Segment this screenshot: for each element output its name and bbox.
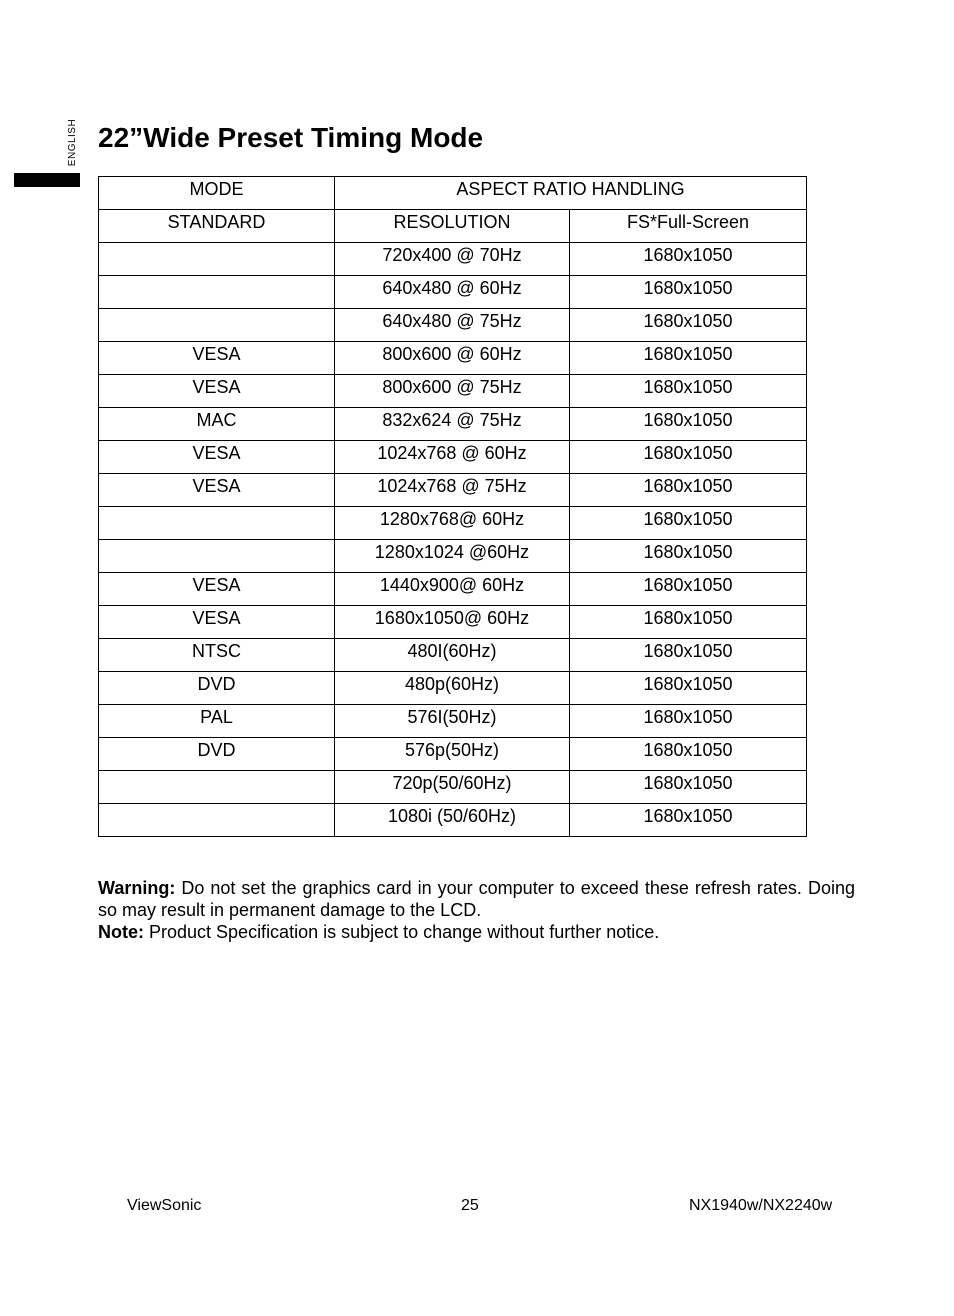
cell-resolution: 576p(50Hz) [335, 738, 570, 771]
table-row [99, 672, 807, 705]
cell-full-screen: 1680x1050 [570, 276, 807, 309]
cell-full-screen: 1680x1050 [570, 474, 807, 507]
cell-resolution: 720x400 @ 70Hz [335, 243, 570, 276]
cell-standard [99, 771, 335, 804]
cell-resolution: 1024x768 @ 75Hz [335, 474, 570, 507]
cell-standard [99, 540, 335, 573]
cell-full-screen: 1680x1050 [570, 342, 807, 375]
cell-standard: VESA [99, 342, 335, 375]
table-row [99, 309, 807, 342]
cell-standard: DVD [99, 738, 335, 771]
header-full-screen: FS*Full-Screen [570, 210, 807, 243]
table-header-row [99, 177, 807, 210]
cell-resolution: 1280x1024 @60Hz [335, 540, 570, 573]
cell-full-screen: 1680x1050 [570, 738, 807, 771]
table-row [99, 441, 807, 474]
header-aspect-ratio-handling: ASPECT RATIO HANDLING [335, 177, 807, 210]
cell-resolution: 480I(60Hz) [335, 639, 570, 672]
cell-resolution: 800x600 @ 60Hz [335, 342, 570, 375]
cell-resolution: 640x480 @ 60Hz [335, 276, 570, 309]
table-row [99, 540, 807, 573]
footer-brand: ViewSonic [127, 1197, 202, 1214]
header-mode: MODE [99, 177, 335, 210]
table-row [99, 606, 807, 639]
table-subheader-row [99, 210, 807, 243]
cell-full-screen: 1680x1050 [570, 540, 807, 573]
table-row [99, 342, 807, 375]
note-label: Note: [98, 922, 144, 942]
spec-note [98, 921, 855, 943]
table-row [99, 276, 807, 309]
cell-standard [99, 507, 335, 540]
cell-standard [99, 309, 335, 342]
language-tab [66, 112, 80, 172]
notes-section [98, 877, 855, 943]
cell-resolution: 1024x768 @ 60Hz [335, 441, 570, 474]
cell-resolution: 1440x900@ 60Hz [335, 573, 570, 606]
cell-full-screen: 1680x1050 [570, 441, 807, 474]
footer-page-number: 25 [461, 1197, 479, 1214]
cell-resolution: 640x480 @ 75Hz [335, 309, 570, 342]
cell-standard: VESA [99, 606, 335, 639]
cell-full-screen: 1680x1050 [570, 573, 807, 606]
cell-full-screen: 1680x1050 [570, 309, 807, 342]
table-row [99, 507, 807, 540]
cell-full-screen: 1680x1050 [570, 771, 807, 804]
table-row [99, 474, 807, 507]
page-title: 22”Wide Preset Timing Mode [98, 122, 484, 153]
cell-resolution: 1680x1050@ 60Hz [335, 606, 570, 639]
cell-full-screen: 1680x1050 [570, 804, 807, 837]
cell-standard [99, 276, 335, 309]
cell-resolution: 800x600 @ 75Hz [335, 375, 570, 408]
table-row [99, 639, 807, 672]
table-row [99, 408, 807, 441]
language-marker-bar [14, 173, 80, 187]
header-resolution: RESOLUTION [335, 210, 570, 243]
cell-full-screen: 1680x1050 [570, 507, 807, 540]
note-text: Product Specification is subject to change without further notice. [144, 922, 660, 942]
warning-label: Warning: [98, 878, 176, 898]
header-standard: STANDARD [99, 210, 335, 243]
footer-model: NX1940w/NX2240w [689, 1197, 833, 1214]
table-row [99, 243, 807, 276]
cell-full-screen: 1680x1050 [570, 606, 807, 639]
cell-resolution: 720p(50/60Hz) [335, 771, 570, 804]
cell-standard: VESA [99, 441, 335, 474]
cell-full-screen: 1680x1050 [570, 705, 807, 738]
cell-standard: NTSC [99, 639, 335, 672]
cell-resolution: 1280x768@ 60Hz [335, 507, 570, 540]
cell-standard: VESA [99, 474, 335, 507]
table-row [99, 573, 807, 606]
cell-standard: MAC [99, 408, 335, 441]
cell-full-screen: 1680x1050 [570, 639, 807, 672]
cell-full-screen: 1680x1050 [570, 243, 807, 276]
cell-standard [99, 804, 335, 837]
cell-full-screen: 1680x1050 [570, 408, 807, 441]
cell-resolution: 576I(50Hz) [335, 705, 570, 738]
cell-resolution: 832x624 @ 75Hz [335, 408, 570, 441]
cell-standard [99, 243, 335, 276]
table-row [99, 804, 807, 837]
language-label: ENGLISH [67, 118, 79, 166]
table-row [99, 771, 807, 804]
preset-timing-table [98, 176, 807, 837]
table-row [99, 375, 807, 408]
cell-resolution: 480p(60Hz) [335, 672, 570, 705]
cell-standard: PAL [99, 705, 335, 738]
table-row [99, 705, 807, 738]
cell-full-screen: 1680x1050 [570, 672, 807, 705]
warning-note [98, 877, 855, 921]
cell-standard: VESA [99, 375, 335, 408]
table-row [99, 738, 807, 771]
warning-text: Do not set the graphics card in your computer to exceed these refresh rates. Doing so may result in permanent damage to the LCD. [98, 878, 855, 920]
cell-resolution: 1080i (50/60Hz) [335, 804, 570, 837]
cell-standard: DVD [99, 672, 335, 705]
cell-standard: VESA [99, 573, 335, 606]
cell-full-screen: 1680x1050 [570, 375, 807, 408]
